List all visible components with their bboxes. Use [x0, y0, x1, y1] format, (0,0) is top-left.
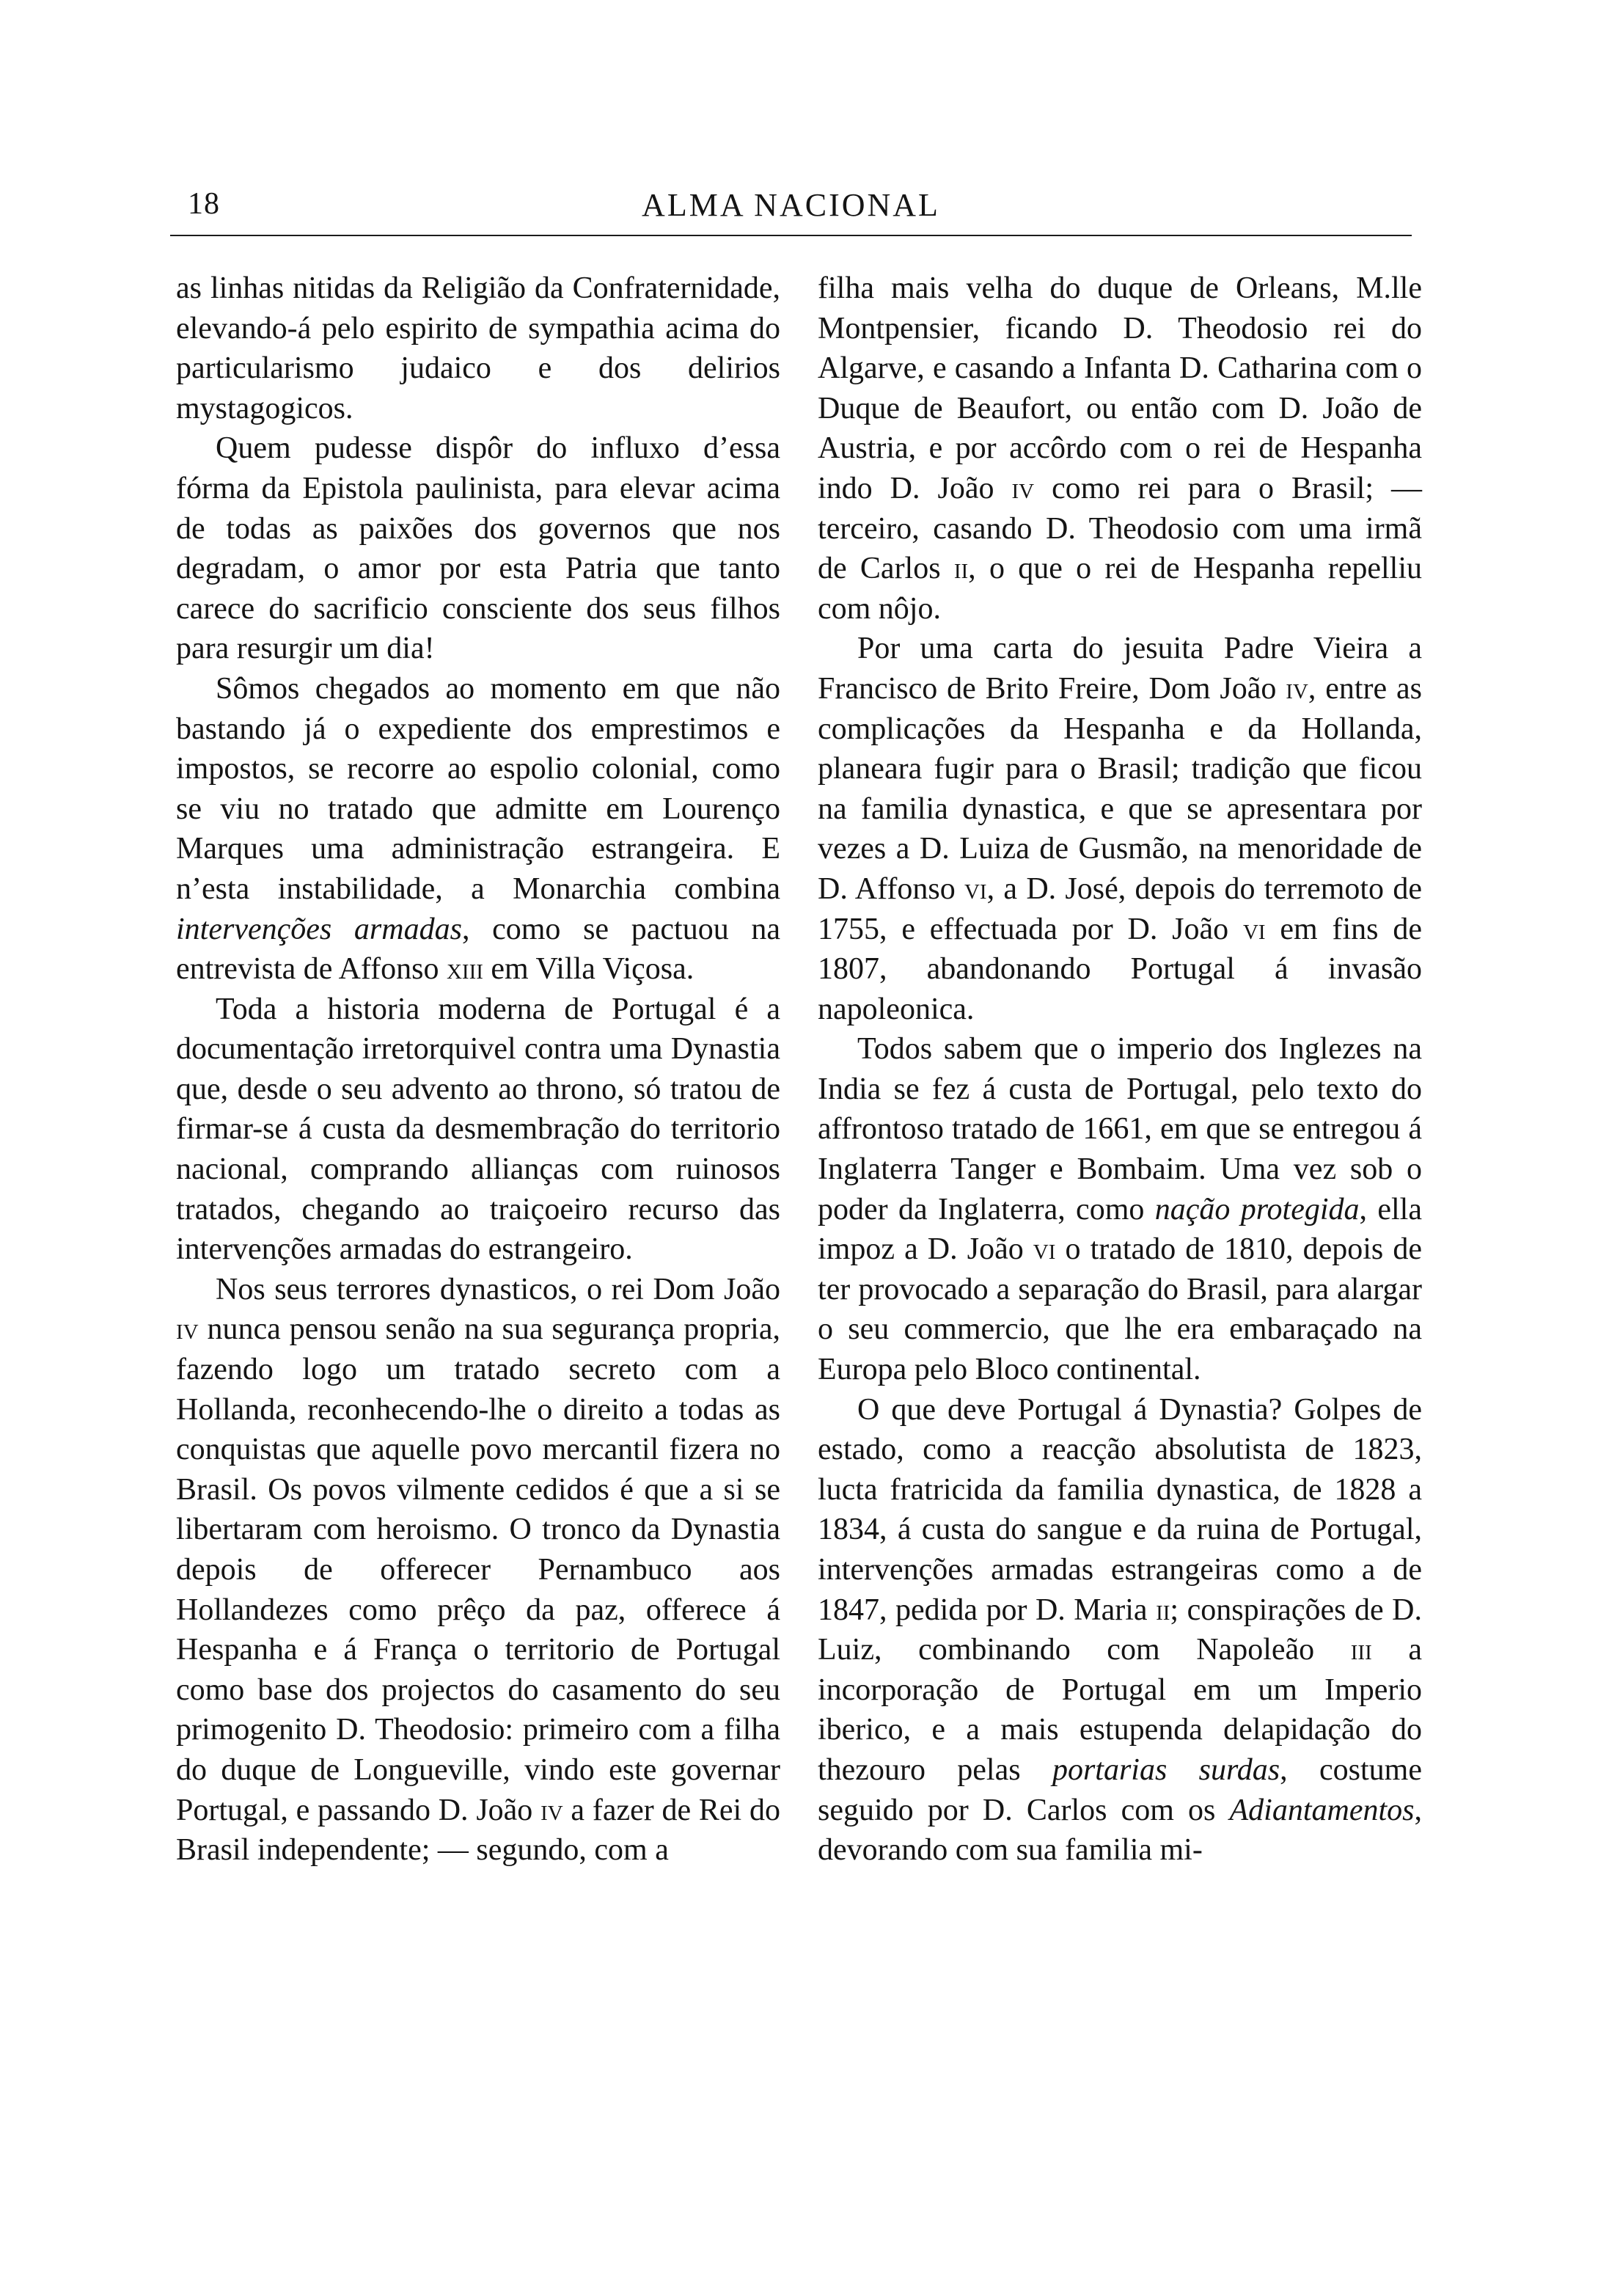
text-run: , costume seguido por D. Carlos com os: [818, 1752, 1422, 1827]
paragraph: [176, 669, 780, 990]
text-run: a incorporação de Portugal em um Imperio iberico, e a mais estupenda delapidação do thezouro pelas: [818, 1633, 1422, 1787]
paragraph: [818, 268, 1422, 629]
text-run: Quem pudesse dispôr do influxo d’essa fórma da Epistola paulinista, para elevar acima de todas as paixões dos governos que nos degradam, o amor por esta Patria que tanto carece do sacrificio consciente dos seus filhos para resurgir um dia!: [176, 431, 780, 666]
paragraph: [176, 1270, 780, 1871]
text-run: o tratado de 1810, depois de ter provocado a separação do Brasil, para alargar o seu commercio, que lhe era embaraçado na Europa pelo Bloco continental.: [818, 1232, 1422, 1387]
text-run: a fazer de Rei do Brasil independente; — segundo, com a: [176, 1793, 780, 1868]
regnal-numeral: iv: [540, 1793, 563, 1827]
text-run: , o que o rei de Hespanha repelliu com nôjo.: [818, 552, 1423, 626]
header-rule: [170, 235, 1412, 236]
italic-phrase: portarias surdas: [1052, 1752, 1280, 1787]
regnal-numeral: iii: [1350, 1633, 1372, 1667]
paragraph: [818, 1029, 1422, 1389]
paragraph: [176, 990, 780, 1270]
regnal-numeral: vi: [1033, 1232, 1056, 1267]
right-column: [818, 268, 1422, 1871]
text-run: , a D. José, depois do terremoto de 1755, e effectuada por D. João: [818, 871, 1422, 946]
text-run: , entre as complicações da Hespanha e da Hollanda, planeara fugir para o Brasil; tradição que ficou na familia dynastica, e que se apresentara por vezes a D. Luiza de Gusmão, na menoridade de D. Affonso: [818, 671, 1422, 906]
text-run: nunca pensou senão na sua segurança propria, fazendo logo um tratado secreto com a Hollanda, reconhecendo-lhe o direito a todas as conquistas que aquelle povo mercantil fizera no Brasil. Os povos vilmente cedidos é que a si se libertaram com heroismo. O tronco da Dynastia depois de offerecer Pernambuco aos Hollandezes como prêço da paz, offerece á Hespanha e á França o territorio de Portugal como base dos projectos do casamento do seu primogenito D. Theodosio: primeiro com a filha do duque de Longueville, vindo este governar Portugal, e passando D. João: [176, 1312, 780, 1827]
page-header: [170, 182, 1412, 233]
text-run: como rei para o Brasil; — terceiro, casando D. Theodosio com uma irmã de Carlos: [818, 471, 1422, 586]
text-run: , como se pactuou na entrevista de Affonso: [176, 912, 781, 987]
paragraph: [176, 268, 780, 428]
left-column: [176, 268, 780, 1871]
italic-phrase: nação protegida: [1154, 1192, 1360, 1226]
paragraph: [176, 428, 780, 669]
italic-phrase: Adiantamentos: [1229, 1793, 1415, 1827]
text-run: , ella impoz a D. João: [818, 1192, 1422, 1267]
text-run: as linhas nitidas da Religião da Confraternidade, elevando-á pelo espirito de sympathia acima do particularismo judaico e dos delirios mystagogicos.: [176, 271, 780, 425]
running-title: ALMA NACIONAL: [642, 187, 940, 223]
paragraph: [818, 1390, 1422, 1871]
text-run: em Villa Viçosa.: [483, 952, 694, 987]
regnal-numeral: vi: [1242, 912, 1266, 946]
text-run: em fins de 1807, abandonando Portugal á invasão napoleonica.: [818, 912, 1422, 1026]
regnal-numeral: ii: [953, 552, 969, 586]
regnal-numeral: iv: [176, 1312, 199, 1347]
text-run: Nos seus terrores dynasticos, o rei Dom João: [216, 1272, 780, 1306]
regnal-numeral: xiii: [446, 952, 483, 987]
text-run: Por uma carta do jesuita Padre Vieira a Francisco de Brito Freire, Dom João: [818, 632, 1422, 706]
text-run: , devorando com sua familia mi-: [818, 1793, 1422, 1868]
italic-phrase: intervenções armadas: [176, 912, 462, 946]
text-run: Todos sabem que o imperio dos Inglezes na India se fez á custa de Portugal, pelo texto do affrontoso tratado de 1661, em que se entregou á Inglaterra Tanger e Bombaim. Uma vez sob o poder da Inglaterra, como: [818, 1032, 1422, 1226]
regnal-numeral: iv: [1011, 471, 1035, 505]
text-run: filha mais velha do duque de Orleans, M.lle Montpensier, ficando D. Theodosio rei do Algarve, e casando a Infanta D. Catharina com o Duque de Beaufort, ou então com D. João de Austria, e por accôrdo com o rei de Hespanha indo D. João: [818, 271, 1422, 505]
text-run: O que deve Portugal á Dynastia? Golpes de estado, como a reacção absolutista de 1823, lucta fratricida da familia dynastica, de 1828 a 1834, á custa do sangue e da ruina de Portugal, intervenções armadas estrangeiras como a de 1847, pedida por D. Maria: [818, 1392, 1422, 1627]
text-run: Sômos chegados ao momento em que não bastando já o expediente dos emprestimos e impostos, se recorre ao espolio colonial, como se viu no tratado que admitte em Lourenço Marques uma administração estrangeira. E n’esta instabilidade, a Monarchia combina: [176, 671, 780, 906]
regnal-numeral: iv: [1286, 671, 1308, 706]
text-run: Toda a historia moderna de Portugal é a documentação irretorquivel contra uma Dynastia que, desde o seu advento ao throno, só tratou de firmar-se á custa da desmembração do territorio nacional, comprando allianças com ruinosos tratados, chegando ao traiçoeiro recurso das intervenções armadas do estrangeiro.: [176, 992, 780, 1267]
regnal-numeral: ii: [1156, 1593, 1170, 1627]
paragraph: [818, 629, 1422, 1029]
regnal-numeral: vi: [964, 871, 987, 906]
text-run: ; conspirações de D. Luiz, combinando com Napoleão: [818, 1593, 1422, 1667]
page-number: 18: [188, 187, 220, 221]
